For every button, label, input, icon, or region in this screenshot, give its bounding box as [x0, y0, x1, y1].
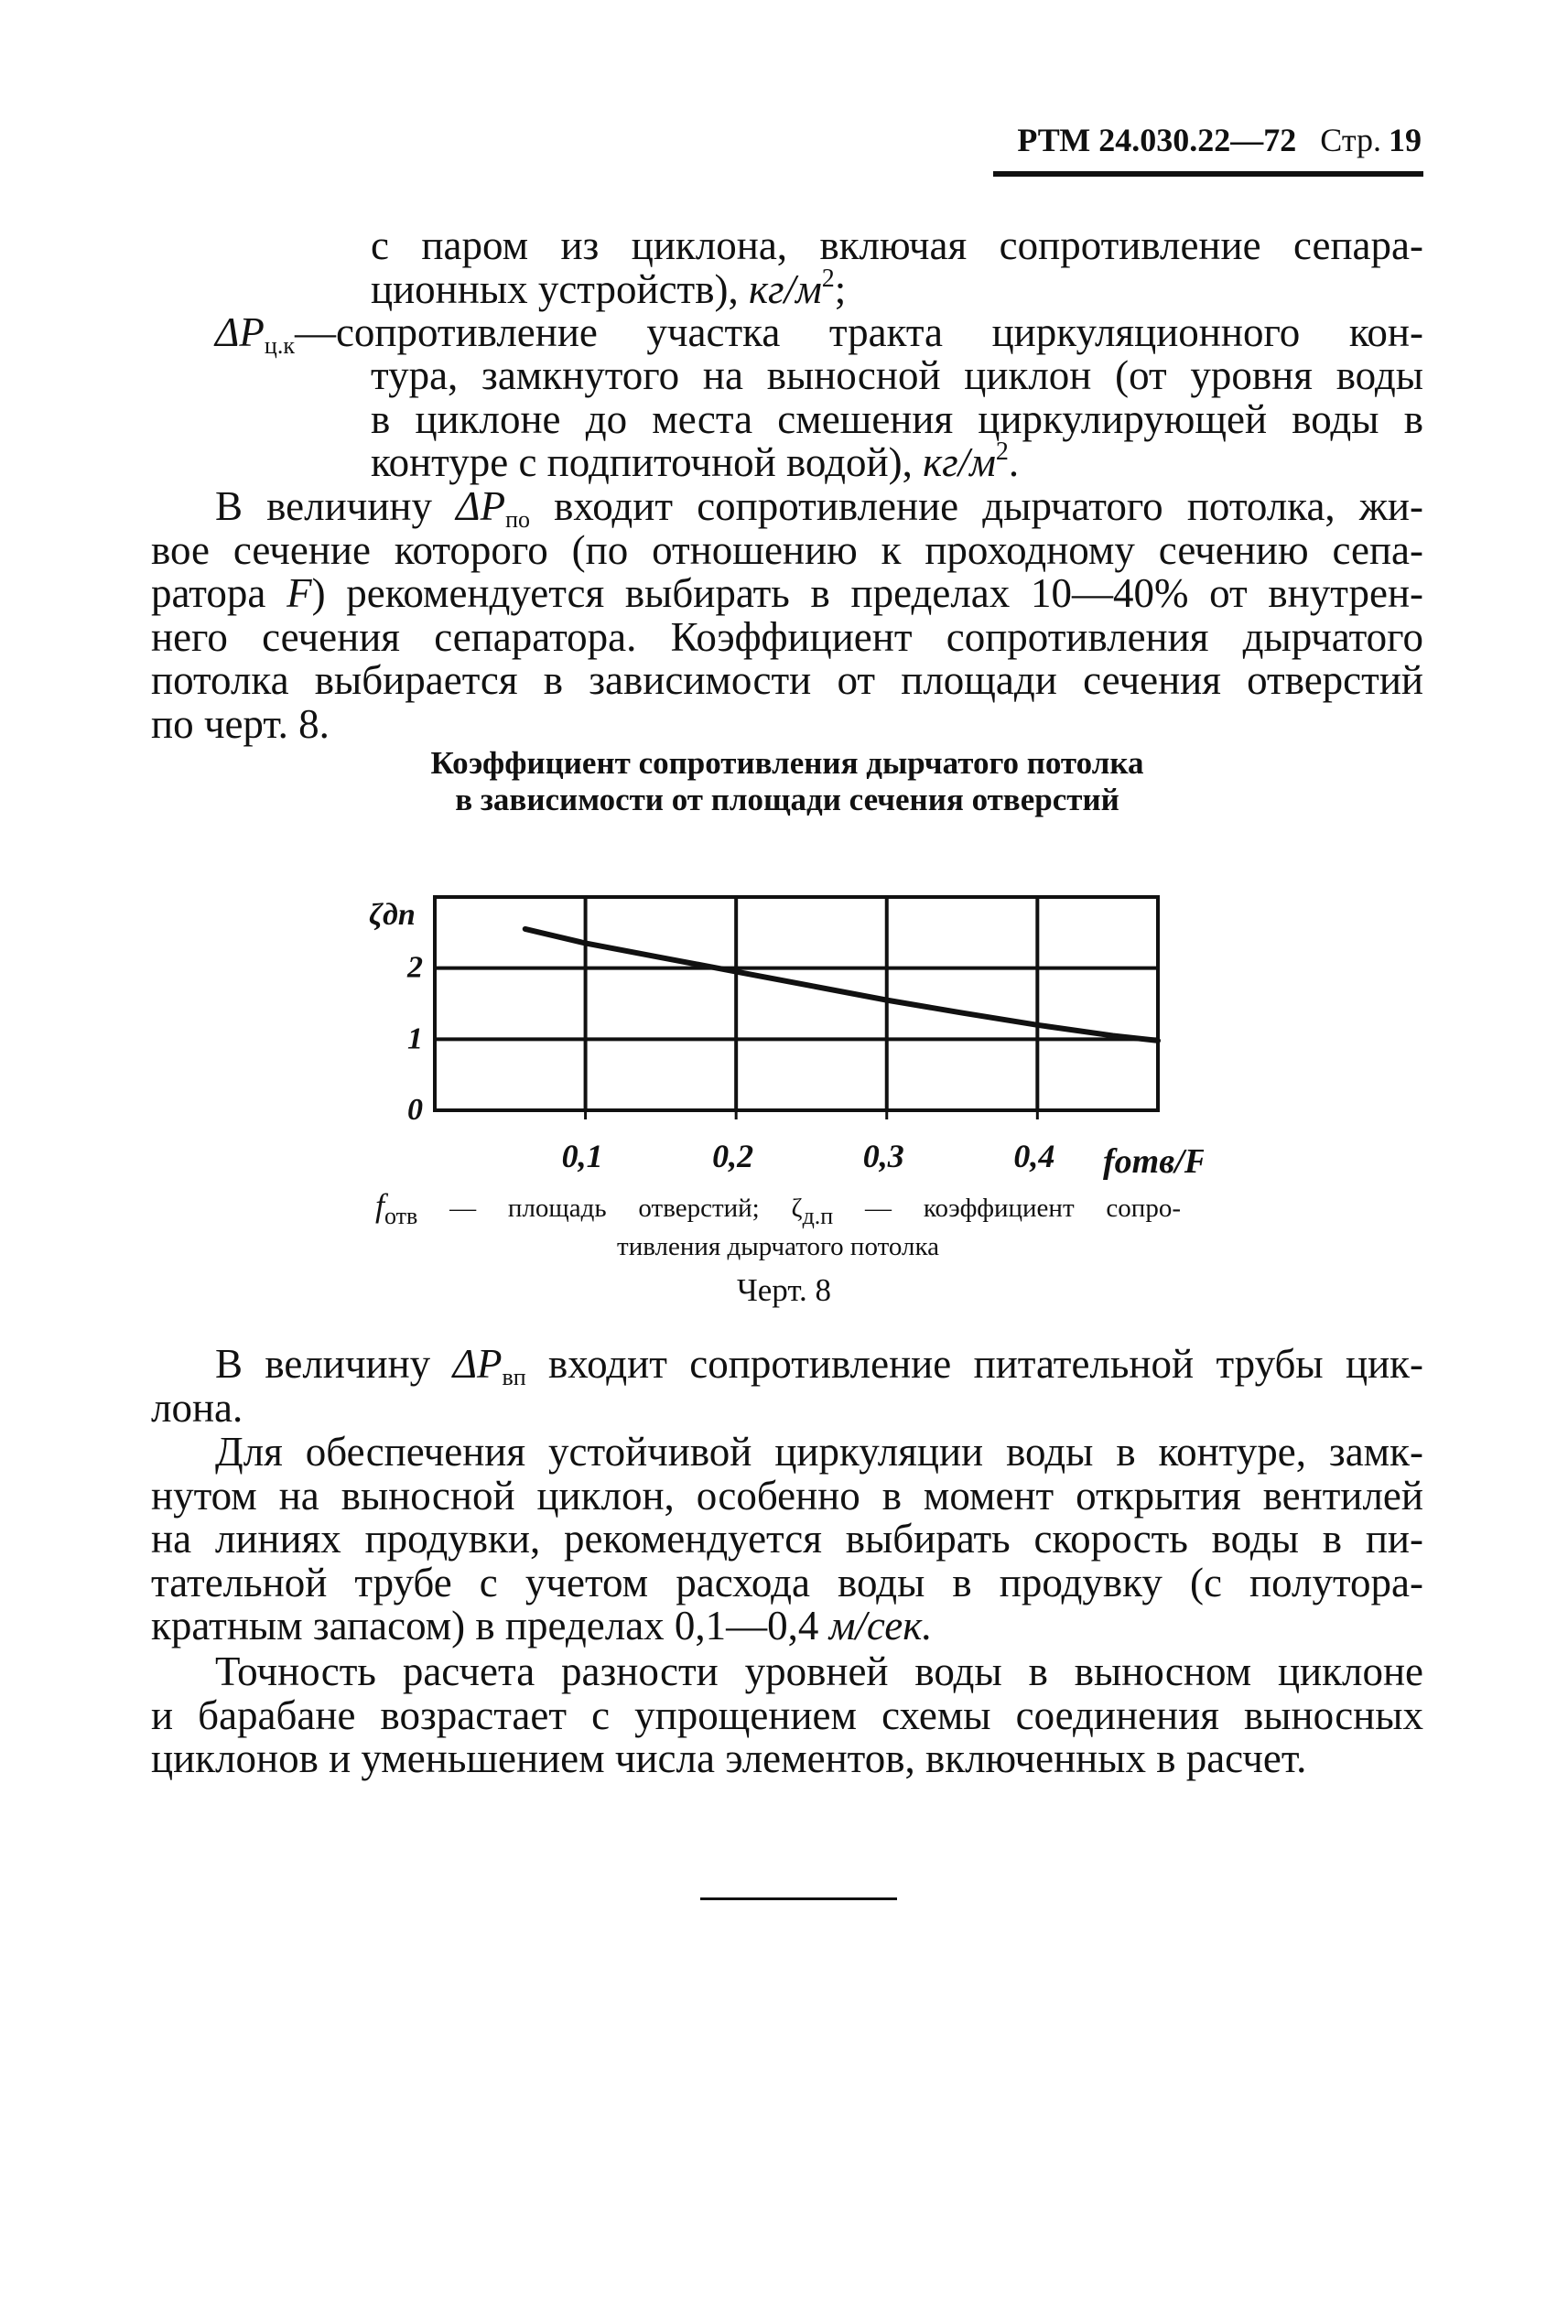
- para6-line1: Точность расчета разности уровней воды в выносном циклоне: [215, 1648, 1423, 1694]
- paragraph-dp-vp: [151, 1343, 1423, 1430]
- figure-legend: [375, 1186, 1181, 1266]
- x-tick-label: 0,2: [712, 1138, 754, 1174]
- paragraph-dp-po: [151, 485, 1423, 746]
- para3-line2: вое сечение которого (по отношению к проходному сечению сепа-: [151, 526, 1423, 573]
- end-rule: [700, 1897, 897, 1900]
- para5-line2: нутом на выносной циклон, особенно в момент открытия вентилей: [151, 1472, 1423, 1519]
- y-axis-label: ζдп: [369, 898, 416, 932]
- header-rule: [993, 171, 1423, 177]
- para3-line6: по черт. 8.: [151, 700, 330, 747]
- para6-line2: и барабане возрастает с упрощением схемы соединения выносных: [151, 1692, 1423, 1738]
- para3-line3: ратора F) рекомендуется выбирать в пределах 10—40% от внутрен-: [151, 570, 1424, 616]
- definition-dp-ck: [215, 309, 1423, 359]
- para5-line3: на линиях продувки, рекомендуется выбирать скорость воды в пи-: [151, 1516, 1423, 1562]
- doc-code: РТМ 24.030.22—72: [1017, 122, 1297, 158]
- series-line: [525, 929, 1158, 1041]
- y-tick-label: 1: [407, 1021, 423, 1056]
- para6-line3: циклонов и уменьшением числа элементов, включенных в расчет.: [151, 1735, 1307, 1781]
- figure-label: Черт. 8: [737, 1272, 831, 1308]
- para3-line1: В величину $\Delta P_{по}$ входит сопротивление дырчатого потолка, жи-: [215, 483, 1423, 533]
- para2-line1: $\Delta P_{ц.к}—сопротивление$ участка тракта циркуляционного кон-: [215, 309, 1423, 359]
- definition-dp-ck-cont: [371, 354, 1423, 485]
- para5-line5: кратным запасом) в пределах 0,1—0,4 м/сек.: [151, 1603, 933, 1648]
- y-tick-label: 2: [407, 950, 423, 985]
- x-tick-label: 0,3: [862, 1138, 904, 1174]
- para2-line4: контуре с подпиточной водой), $кг/м^2$.: [371, 438, 1020, 485]
- para1-line1: с паром из циклона, включая сопротивление сепара-: [371, 222, 1423, 268]
- page-prefix: Стр.: [1320, 122, 1381, 158]
- legend-line1: $f_{отв}$ — площадь отверстий; $\zeta_{д.п}$ — коэффициент сопро-: [375, 1187, 1181, 1229]
- para5-line4: тательной трубе с учетом расхода воды в продувку (с полутора-: [151, 1559, 1423, 1605]
- para2-line3: в циклоне до места смешения циркулирующей воды в: [371, 395, 1423, 442]
- para4-line2: лона.: [151, 1384, 243, 1431]
- x-tick-label: 0,1: [561, 1138, 603, 1174]
- chart-container: [362, 879, 1204, 1185]
- paragraph-circulation: [151, 1431, 1423, 1648]
- paragraph-accuracy: [151, 1650, 1423, 1781]
- para2-line2: тура, замкнутого на выносной циклон (от уровня воды: [371, 352, 1423, 398]
- figure-title-line2: в зависимости от площади сечения отверстий: [455, 782, 1119, 817]
- figure-title-line1: Коэффициент сопротивления дырчатого потолка: [430, 745, 1144, 781]
- figure-title: [330, 745, 1245, 818]
- x-tick-label: 0,4: [1013, 1138, 1055, 1174]
- para4-line1: В величину $\Delta P_{вп}$ входит сопротивление питательной трубы цик-: [215, 1341, 1423, 1390]
- para-continuation: [371, 224, 1423, 311]
- para3-line5: потолка выбирается в зависимости от площади сечения отверстий: [151, 657, 1423, 703]
- running-head: [1017, 121, 1422, 159]
- para5-line1: Для обеспечения устойчивой циркуляции воды в контуре, замк-: [215, 1429, 1423, 1475]
- x-axis-label: fотв/F: [1103, 1142, 1204, 1181]
- para3-line4: него сечения сепаратора. Коэффициент сопротивления дырчатого: [151, 613, 1423, 660]
- para1-line2: ционных устройств), $кг/м^2$;: [371, 264, 847, 312]
- legend-line2: тивления дырчатого потолка: [617, 1232, 939, 1261]
- y-tick-label: 0: [407, 1093, 423, 1127]
- page-number: 19: [1389, 122, 1422, 158]
- resistance-chart: [362, 879, 1204, 1181]
- plot-frame: [435, 897, 1158, 1110]
